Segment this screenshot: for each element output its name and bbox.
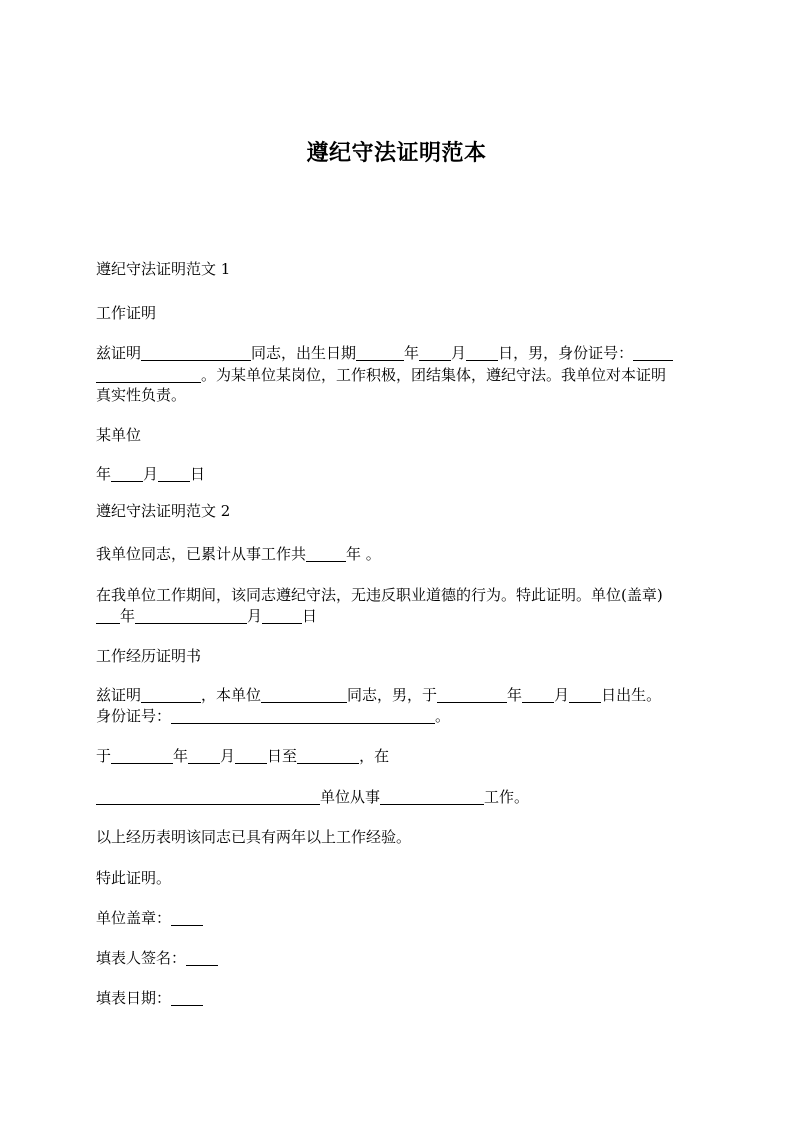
section1-date-line — [96, 463, 698, 485]
birth-month-blank[interactable] — [522, 686, 554, 703]
section3-paragraph1-line1 — [96, 684, 698, 706]
birth-month-blank[interactable] — [419, 344, 451, 361]
text: 月 — [451, 344, 467, 362]
text: 年 — [404, 344, 420, 362]
fill-date-line — [96, 987, 698, 1009]
text: 身份证号： — [96, 707, 172, 725]
start-month-blank[interactable] — [188, 747, 220, 764]
section3-paragraph5: 特此证明。 — [96, 869, 172, 887]
month-blank[interactable] — [135, 607, 247, 624]
text: 单位从事 — [320, 788, 381, 806]
section3-paragraph3 — [96, 786, 698, 808]
text: 日至 — [267, 747, 298, 765]
id-number-blank[interactable] — [171, 707, 435, 724]
employer-blank[interactable] — [96, 788, 320, 805]
section2-paragraph2-line1: 在我单位工作期间，该同志遵纪守法，无违反职业道德的行为。特此证明。单位(盖章) — [96, 586, 663, 604]
text: 日，男，身份证号： — [498, 344, 634, 362]
text: 月 — [220, 747, 236, 765]
text: 年 — [120, 607, 136, 625]
section1-organization: 某单位 — [96, 426, 142, 444]
month-blank[interactable] — [111, 465, 143, 482]
text: 年 。 — [346, 545, 381, 563]
text: 。 — [435, 707, 451, 725]
year-blank[interactable] — [96, 607, 120, 624]
birth-year-blank[interactable] — [356, 344, 404, 361]
text: 日出生。 — [601, 686, 662, 704]
id-number-blank[interactable] — [633, 344, 673, 361]
text: 日 — [302, 607, 318, 625]
day-blank[interactable] — [158, 465, 190, 482]
document-title: 遵纪守法证明范本 — [306, 141, 487, 166]
text: ，在 — [359, 747, 390, 765]
text: ，本单位 — [201, 686, 262, 704]
text: 兹证明 — [96, 686, 142, 704]
unit-seal-line — [96, 907, 698, 929]
blank[interactable] — [141, 686, 201, 703]
years-blank[interactable] — [306, 545, 346, 562]
text: 兹证明 — [96, 344, 142, 362]
name-blank[interactable] — [261, 686, 347, 703]
text: 月 — [247, 607, 263, 625]
text: 单位盖章： — [96, 909, 172, 927]
text: 。为某单位某岗位，工作积极，团结集体，遵纪守法。我单位对本证明 — [201, 366, 667, 384]
text: 年 — [96, 465, 112, 483]
text: 月 — [143, 465, 159, 483]
fill-date-blank[interactable] — [171, 989, 203, 1006]
text: 同志，出生日期 — [251, 344, 357, 362]
text: 于 — [96, 747, 112, 765]
end-date-blank[interactable] — [297, 747, 359, 764]
section3-paragraph4: 以上经历表明该同志已具有两年以上工作经验。 — [96, 828, 412, 846]
seal-blank[interactable] — [171, 909, 203, 926]
text: 年 — [507, 686, 523, 704]
text: 月 — [554, 686, 570, 704]
start-day-blank[interactable] — [235, 747, 267, 764]
section1-paragraph-line3: 真实性负责。 — [96, 386, 187, 404]
text: 工作。 — [484, 788, 530, 806]
day-blank[interactable] — [262, 607, 302, 624]
section3-paragraph2 — [96, 745, 698, 767]
section3-heading: 工作经历证明书 — [96, 647, 202, 665]
signer-line — [96, 947, 698, 969]
birth-year-blank[interactable] — [437, 686, 507, 703]
section3-paragraph1-line2 — [96, 705, 698, 727]
section2-heading: 遵纪守法证明范文 2 — [96, 502, 231, 520]
text: 同志，男，于 — [347, 686, 438, 704]
text: 日 — [190, 465, 206, 483]
section1-paragraph-line1 — [96, 342, 698, 364]
text: 我单位同志，已累计从事工作共 — [96, 545, 307, 563]
text: 填表日期： — [96, 989, 172, 1007]
section1-paragraph-line2 — [96, 364, 698, 386]
id-number-blank-continued[interactable] — [96, 366, 201, 383]
signer-blank[interactable] — [186, 949, 218, 966]
position-blank[interactable] — [380, 788, 484, 805]
section2-paragraph2-line2 — [96, 605, 698, 627]
text: 填表人签名： — [96, 949, 187, 967]
text: 年 — [173, 747, 189, 765]
birth-day-blank[interactable] — [569, 686, 601, 703]
start-year-blank[interactable] — [111, 747, 173, 764]
section1-subheading: 工作证明 — [96, 304, 157, 322]
section2-paragraph1 — [96, 543, 698, 565]
birth-day-blank[interactable] — [466, 344, 498, 361]
name-blank[interactable] — [141, 344, 251, 361]
section1-heading: 遵纪守法证明范文 1 — [96, 260, 231, 278]
